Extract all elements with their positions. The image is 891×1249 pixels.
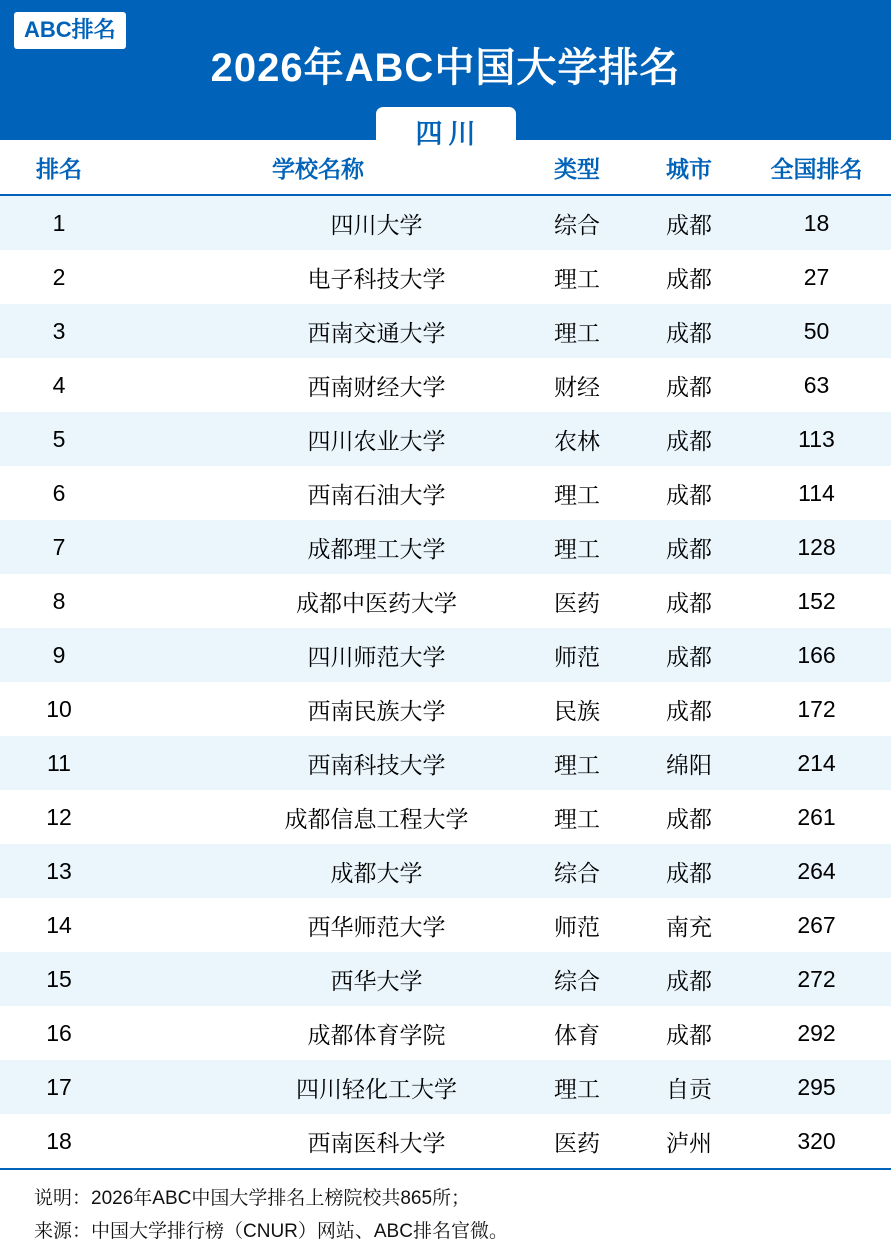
table-row bbox=[0, 628, 891, 682]
footer-source: 来源：中国大学排行榜（CNUR）网站、ABC排名官微。 bbox=[34, 1221, 508, 1243]
cell-national-rank: 292 bbox=[742, 1006, 891, 1060]
cell-type: 师范 bbox=[518, 628, 636, 682]
table-row bbox=[0, 358, 891, 412]
table-row bbox=[0, 250, 891, 304]
cell-type: 综合 bbox=[518, 195, 636, 250]
cell-rank: 5 bbox=[0, 412, 118, 466]
table-row bbox=[0, 195, 891, 250]
cell-university-name: 成都大学 bbox=[118, 844, 518, 898]
table-row bbox=[0, 412, 891, 466]
cell-type: 医药 bbox=[518, 1114, 636, 1168]
cell-national-rank: 267 bbox=[742, 898, 891, 952]
abc-ranking-logo: ABC排名 bbox=[14, 12, 126, 49]
cell-rank: 18 bbox=[0, 1114, 118, 1168]
cell-city: 成都 bbox=[636, 304, 742, 358]
cell-city: 成都 bbox=[636, 574, 742, 628]
cell-national-rank: 152 bbox=[742, 574, 891, 628]
cell-national-rank: 18 bbox=[742, 195, 891, 250]
column-header-name: 学校名称 bbox=[118, 140, 518, 195]
cell-rank: 3 bbox=[0, 304, 118, 358]
column-header-city: 城市 bbox=[636, 140, 742, 195]
cell-rank: 15 bbox=[0, 952, 118, 1006]
cell-rank: 7 bbox=[0, 520, 118, 574]
cell-national-rank: 264 bbox=[742, 844, 891, 898]
table-row bbox=[0, 952, 891, 1006]
table-row bbox=[0, 520, 891, 574]
table-row bbox=[0, 304, 891, 358]
cell-university-name: 电子科技大学 bbox=[118, 250, 518, 304]
table-row bbox=[0, 1006, 891, 1060]
cell-university-name: 成都中医药大学 bbox=[118, 574, 518, 628]
cell-type: 理工 bbox=[518, 466, 636, 520]
cell-type: 理工 bbox=[518, 790, 636, 844]
cell-university-name: 西华大学 bbox=[118, 952, 518, 1006]
cell-university-name: 西华师范大学 bbox=[118, 898, 518, 952]
cell-university-name: 四川大学 bbox=[118, 195, 518, 250]
cell-university-name: 西南医科大学 bbox=[118, 1114, 518, 1168]
cell-national-rank: 295 bbox=[742, 1060, 891, 1114]
cell-university-name: 四川轻化工大学 bbox=[118, 1060, 518, 1114]
table-row bbox=[0, 466, 891, 520]
cell-rank: 9 bbox=[0, 628, 118, 682]
cell-university-name: 西南民族大学 bbox=[118, 682, 518, 736]
cell-national-rank: 166 bbox=[742, 628, 891, 682]
cell-national-rank: 128 bbox=[742, 520, 891, 574]
cell-university-name: 西南石油大学 bbox=[118, 466, 518, 520]
table-row bbox=[0, 844, 891, 898]
cell-type: 师范 bbox=[518, 898, 636, 952]
column-header-rank: 排名 bbox=[0, 140, 118, 195]
table-row bbox=[0, 1060, 891, 1114]
region-badge: 四川 bbox=[376, 107, 516, 158]
cell-university-name: 西南科技大学 bbox=[118, 736, 518, 790]
cell-university-name: 成都理工大学 bbox=[118, 520, 518, 574]
cell-city: 成都 bbox=[636, 520, 742, 574]
table-row bbox=[0, 574, 891, 628]
cell-city: 成都 bbox=[636, 466, 742, 520]
cell-type: 农林 bbox=[518, 412, 636, 466]
cell-national-rank: 27 bbox=[742, 250, 891, 304]
cell-national-rank: 261 bbox=[742, 790, 891, 844]
ranking-table bbox=[0, 140, 891, 1168]
table-row bbox=[0, 682, 891, 736]
cell-national-rank: 63 bbox=[742, 358, 891, 412]
cell-type: 理工 bbox=[518, 304, 636, 358]
cell-city: 南充 bbox=[636, 898, 742, 952]
cell-type: 理工 bbox=[518, 520, 636, 574]
cell-national-rank: 320 bbox=[742, 1114, 891, 1168]
cell-rank: 12 bbox=[0, 790, 118, 844]
cell-city: 成都 bbox=[636, 844, 742, 898]
page-title: 2026年ABC中国大学排名 bbox=[210, 46, 681, 90]
table-row bbox=[0, 736, 891, 790]
cell-rank: 16 bbox=[0, 1006, 118, 1060]
cell-city: 成都 bbox=[636, 628, 742, 682]
cell-type: 医药 bbox=[518, 574, 636, 628]
column-header-national-rank: 全国排名 bbox=[742, 140, 891, 195]
cell-city: 成都 bbox=[636, 250, 742, 304]
table-row bbox=[0, 790, 891, 844]
cell-national-rank: 50 bbox=[742, 304, 891, 358]
cell-city: 成都 bbox=[636, 358, 742, 412]
cell-city: 泸州 bbox=[636, 1114, 742, 1168]
cell-city: 成都 bbox=[636, 952, 742, 1006]
cell-university-name: 西南交通大学 bbox=[118, 304, 518, 358]
cell-city: 自贡 bbox=[636, 1060, 742, 1114]
cell-city: 成都 bbox=[636, 682, 742, 736]
cell-rank: 4 bbox=[0, 358, 118, 412]
cell-city: 成都 bbox=[636, 412, 742, 466]
cell-national-rank: 214 bbox=[742, 736, 891, 790]
footer-note: 说明：2026年ABC中国大学排名上榜院校共865所； bbox=[34, 1188, 471, 1209]
cell-rank: 6 bbox=[0, 466, 118, 520]
column-header-type: 类型 bbox=[518, 140, 636, 195]
cell-university-name: 成都体育学院 bbox=[118, 1006, 518, 1060]
footer-notes bbox=[0, 1168, 891, 1249]
cell-city: 绵阳 bbox=[636, 736, 742, 790]
cell-university-name: 四川农业大学 bbox=[118, 412, 518, 466]
table-row bbox=[0, 898, 891, 952]
cell-type: 理工 bbox=[518, 1060, 636, 1114]
cell-national-rank: 113 bbox=[742, 412, 891, 466]
cell-rank: 11 bbox=[0, 736, 118, 790]
cell-city: 成都 bbox=[636, 1006, 742, 1060]
cell-university-name: 西南财经大学 bbox=[118, 358, 518, 412]
cell-type: 体育 bbox=[518, 1006, 636, 1060]
cell-university-name: 成都信息工程大学 bbox=[118, 790, 518, 844]
cell-rank: 13 bbox=[0, 844, 118, 898]
cell-type: 理工 bbox=[518, 250, 636, 304]
page-header bbox=[0, 0, 891, 149]
cell-type: 理工 bbox=[518, 736, 636, 790]
cell-rank: 2 bbox=[0, 250, 118, 304]
cell-university-name: 四川师范大学 bbox=[118, 628, 518, 682]
cell-national-rank: 172 bbox=[742, 682, 891, 736]
cell-type: 综合 bbox=[518, 952, 636, 1006]
cell-city: 成都 bbox=[636, 195, 742, 250]
cell-rank: 8 bbox=[0, 574, 118, 628]
table-body bbox=[0, 195, 891, 1168]
cell-type: 综合 bbox=[518, 844, 636, 898]
cell-type: 民族 bbox=[518, 682, 636, 736]
table-row bbox=[0, 1114, 891, 1168]
cell-rank: 14 bbox=[0, 898, 118, 952]
cell-national-rank: 114 bbox=[742, 466, 891, 520]
cell-type: 财经 bbox=[518, 358, 636, 412]
cell-rank: 10 bbox=[0, 682, 118, 736]
cell-national-rank: 272 bbox=[742, 952, 891, 1006]
cell-city: 成都 bbox=[636, 790, 742, 844]
cell-rank: 1 bbox=[0, 195, 118, 250]
cell-rank: 17 bbox=[0, 1060, 118, 1114]
